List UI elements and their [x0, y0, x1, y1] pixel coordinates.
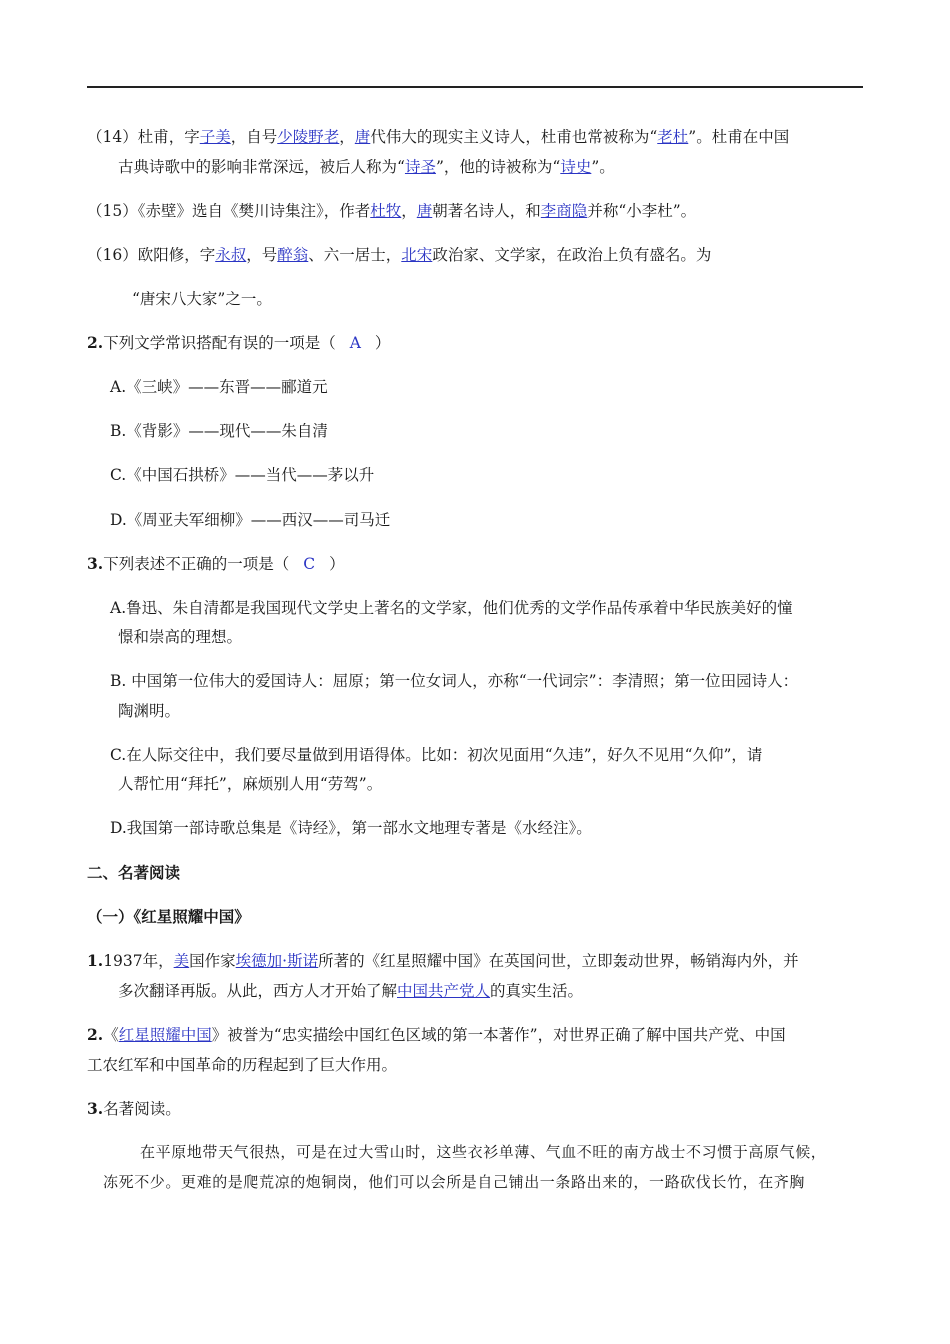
para-1-line-2	[118, 981, 583, 1001]
text: 《	[103, 1026, 119, 1044]
text: 》被誉为“忠实描绘中国红色区域的第一本著作”，对世界正确了解中国共产党、中国	[211, 1026, 786, 1044]
link-beisong[interactable]: 北宋	[401, 246, 433, 264]
question-2-option-c: C.《中国石拱桥》——当代——茅以升	[110, 466, 375, 484]
item-14-line-1	[87, 127, 789, 147]
text: 的真实生活。	[490, 982, 584, 1000]
question-2-option-a: A.《三峡》——东晋——郦道元	[110, 378, 328, 396]
header-rule	[87, 86, 863, 88]
item-14-line-2	[118, 157, 615, 177]
question-3-option-c-line-1: C.在人际交往中，我们要尽量做到用语得体。比如：初次见面用“久违”，好久不见用“久仰”，请	[110, 746, 763, 764]
text: ”。杜甫在中国	[688, 128, 790, 146]
link-mei[interactable]: 美	[173, 952, 190, 970]
link-yongshu[interactable]: 永叔	[215, 246, 247, 264]
item-15	[87, 201, 696, 221]
section-title: 二、名著阅读	[87, 863, 181, 882]
paragraph-number: 2.	[87, 1025, 104, 1044]
text: ，自号	[230, 128, 278, 146]
answer: C	[303, 555, 316, 573]
link-lishangyin[interactable]: 李商隐	[540, 202, 588, 220]
link-shishi[interactable]: 诗史	[560, 158, 592, 176]
text: 名著阅读。	[103, 1100, 181, 1118]
text: 下列文学常识搭配有误的一项是（	[103, 334, 336, 352]
text: 政治家、文学家，在政治上负有盛名。为	[432, 246, 712, 264]
text: ，	[339, 128, 355, 146]
link-laodu[interactable]: 老杜	[657, 128, 689, 146]
question-3-option-b-line-2: 陶渊明。	[118, 702, 181, 720]
text: ”。	[591, 158, 615, 176]
question-2-option-b: B.《背影》——现代——朱自清	[110, 422, 328, 440]
question-3-option-b-line-1: B. 中国第一位伟大的爱国诗人：屈原；第一位女词人，亦称“一代词宗”：李清照；第一位田园诗人：	[110, 672, 799, 690]
passage-line-2: 冻死不少。更难的是爬荒凉的炮铜岗，他们可以会所是自己铺出一条路出来的，一路砍伐长竹，在齐胸	[103, 1173, 806, 1191]
paragraph-number: 1.	[87, 951, 104, 970]
text: ”，他的诗被称为“	[435, 158, 561, 176]
para-3-stem	[87, 1099, 181, 1119]
text: （16）欧阳修，字	[87, 246, 216, 264]
link-tang[interactable]: 唐	[354, 128, 371, 146]
item-16-line-2: “唐宋八大家”之一。	[132, 290, 272, 308]
question-number: 2.	[87, 333, 104, 352]
text: 下列表述不正确的一项是（	[103, 555, 290, 573]
question-3-option-d: D.我国第一部诗歌总集是《诗经》，第一部水文地理专著是《水经注》。	[110, 819, 592, 837]
text: （14）杜甫，字	[87, 128, 200, 146]
text: ）	[374, 334, 391, 352]
question-3-option-a-line-1: A.鲁迅、朱自清都是我国现代文学史上著名的文学家，他们优秀的文学作品传承着中华民族美好的憧	[110, 599, 793, 617]
link-edgar-snow[interactable]: 埃德加·斯诺	[235, 952, 319, 970]
answer: A	[349, 334, 361, 352]
question-3-stem	[87, 554, 345, 574]
text: （15）《赤壁》选自《樊川诗集注》，作者	[87, 202, 371, 220]
question-2-stem	[87, 333, 390, 353]
paragraph-number: 3.	[87, 1099, 104, 1118]
link-tang[interactable]: 唐	[416, 202, 433, 220]
para-2-line-2: 工农红军和中国革命的历程起到了巨大作用。	[87, 1056, 398, 1074]
text: 多次翻译再版。从此，西方人才开始了解	[118, 982, 398, 1000]
passage-line-1: 在平原地带天气很热，可是在过大雪山时，这些衣衫单薄、气血不旺的南方战士不习惯于高原气候，	[140, 1143, 827, 1161]
text: ）	[329, 555, 345, 573]
text: 朝著名诗人，和	[432, 202, 541, 220]
text: 代伟大的现实主义诗人，杜甫也常被称为“	[370, 128, 658, 146]
text: 1937年，	[103, 952, 174, 970]
subsection-title: （一）《红星照耀中国》	[87, 907, 250, 926]
text: 并称“小李杜”。	[587, 202, 697, 220]
text: 古典诗歌中的影响非常深远，被后人称为“	[118, 158, 405, 176]
link-zuiweng[interactable]: 醉翁	[277, 246, 309, 264]
link-dumu[interactable]: 杜牧	[370, 202, 402, 220]
question-3-option-a-line-2: 憬和崇高的理想。	[118, 628, 243, 646]
question-3-option-c-line-2: 人帮忙用“拜托”，麻烦别人用“劳驾”。	[118, 775, 383, 793]
link-zimei[interactable]: 子美	[199, 128, 231, 146]
item-16-line-1	[87, 245, 711, 265]
link-ccp[interactable]: 中国共产党人	[397, 982, 491, 1000]
text: ，	[401, 202, 417, 220]
link-shaolingyelao[interactable]: 少陵野老	[277, 128, 340, 146]
link-shisheng[interactable]: 诗圣	[404, 158, 436, 176]
question-number: 3.	[87, 554, 104, 573]
text: 、六一居士，	[308, 246, 402, 264]
text: 所著的《红星照耀中国》在英国问世，立即轰动世界，畅销海内外，并	[318, 952, 799, 970]
para-2-line-1	[87, 1025, 786, 1045]
question-2-option-d: D.《周亚夫军细柳》——西汉——司马迁	[110, 511, 391, 529]
link-red-star[interactable]: 红星照耀中国	[118, 1026, 212, 1044]
text: ，号	[246, 246, 278, 264]
para-1-line-1	[87, 951, 799, 971]
text: 国作家	[189, 952, 236, 970]
